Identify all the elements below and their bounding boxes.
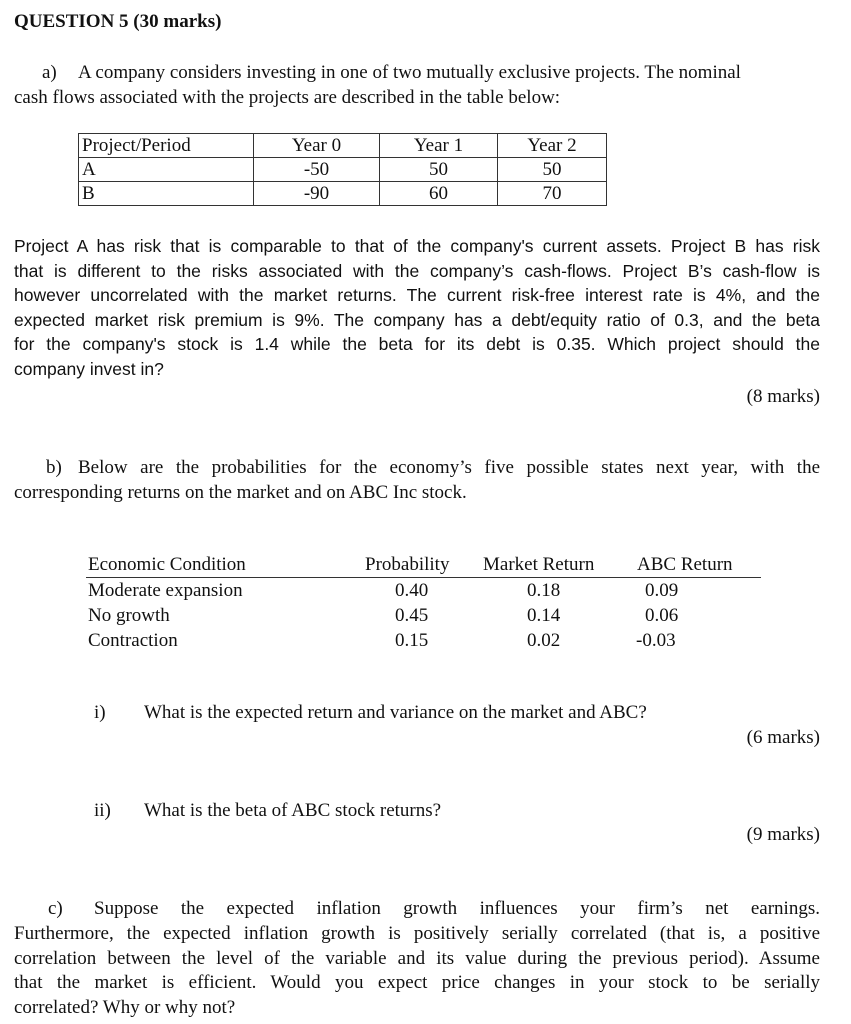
part-a-paragraph xyxy=(14,234,820,382)
table-cell: No growth xyxy=(88,605,170,626)
table-row xyxy=(79,182,607,206)
sub-i-marks: (6 marks) xyxy=(746,727,820,748)
table-row xyxy=(86,603,761,628)
table-row xyxy=(86,628,761,653)
table-header-row xyxy=(79,134,607,158)
paragraph-line: that is different to the risks associated with the company’s cash-flows. Project B’s cash-flow is xyxy=(14,260,820,281)
table-header-cell: ABC Return xyxy=(637,554,733,575)
table-header-cell: Economic Condition xyxy=(88,554,246,575)
paragraph-line: expected market risk premium is 9%. The company has a debt/equity ratio of 0.3, and the beta xyxy=(14,309,820,330)
table-cell: Moderate expansion xyxy=(88,580,243,601)
sub-ii-label: ii) xyxy=(94,800,111,821)
table-header-cell: Probability xyxy=(365,554,450,575)
table-header-cell: Year 0 xyxy=(254,134,380,158)
table-cell: 0.45 xyxy=(395,605,429,626)
sub-ii-question: What is the beta of ABC stock returns? xyxy=(144,800,442,821)
economy-table xyxy=(86,552,761,653)
table-cell: Contraction xyxy=(88,630,178,651)
sub-ii-marks: (9 marks) xyxy=(746,824,820,845)
table-cell: 0.06 xyxy=(645,605,679,626)
table-cell: 0.15 xyxy=(395,630,429,651)
part-b-intro-line-2: corresponding returns on the market and on ABC Inc stock. xyxy=(14,482,467,503)
part-c-first-line: Suppose the expected inflation growth influences your firm’s net earnings. xyxy=(94,898,820,919)
table-cell: -50 xyxy=(254,158,380,182)
table-cell: 0.02 xyxy=(527,630,561,651)
table-header-cell: Year 2 xyxy=(498,134,607,158)
table-cell: 0.40 xyxy=(395,580,429,601)
table-cell: 60 xyxy=(380,182,498,206)
sub-i-label: i) xyxy=(94,702,106,723)
sub-i-question: What is the expected return and variance on the market and ABC? xyxy=(144,702,647,723)
paragraph-line: Furthermore, the expected inflation growth is positively serially correlated (that is, a positive xyxy=(14,923,820,944)
table-cell: B xyxy=(79,182,254,206)
table-cell: A xyxy=(79,158,254,182)
table-row xyxy=(86,578,761,603)
paragraph-line: correlation between the level of the variable and its value during the previous period). Assume xyxy=(14,947,820,969)
table-row xyxy=(79,158,607,182)
table-cell: 0.18 xyxy=(527,580,561,601)
part-c-paragraph xyxy=(14,922,820,1020)
paragraph-line: for the company's stock is 1.4 while the beta for its debt is 0.35. Which project should the xyxy=(14,334,820,355)
table-header-cell: Project/Period xyxy=(79,134,254,158)
table-cell: 0.09 xyxy=(645,580,679,601)
table-header-row xyxy=(86,552,761,578)
part-a-intro-line-1: A company considers investing in one of two mutually exclusive projects. The nominal xyxy=(78,62,741,83)
table-cell: 0.14 xyxy=(527,605,561,626)
paragraph-line: company invest in? xyxy=(14,358,164,379)
table-cell: 50 xyxy=(498,158,607,182)
table-header-cell: Market Return xyxy=(483,554,595,575)
question-title: QUESTION 5 (30 marks) xyxy=(14,11,222,32)
table-cell: -0.03 xyxy=(636,630,676,651)
paragraph-line: that the market is efficient. Would you expect price changes in your stock to be serially xyxy=(14,972,820,994)
cash-flow-table xyxy=(78,133,607,206)
table-header-cell: Year 1 xyxy=(380,134,498,158)
paragraph-line: however uncorrelated with the market returns. The current risk-free interest rate is 4%, and the xyxy=(14,285,820,306)
part-b-intro-line-1: Below are the probabilities for the economy’s five possible states next year, with the xyxy=(78,457,820,478)
part-c-first-line-wrap xyxy=(94,897,820,922)
table-cell: 50 xyxy=(380,158,498,182)
paragraph-line: correlated? Why or why not? xyxy=(14,996,236,1018)
table-cell: 70 xyxy=(498,182,607,206)
part-a-label: a) xyxy=(42,62,57,83)
part-a-marks: (8 marks) xyxy=(746,386,820,407)
table-cell: -90 xyxy=(254,182,380,206)
part-c-label: c) xyxy=(48,898,63,919)
part-a-intro-line-2: cash flows associated with the projects are described in the table below: xyxy=(14,87,561,108)
part-b-intro-line-1-wrap xyxy=(78,456,820,481)
part-b-label: b) xyxy=(46,457,62,478)
paragraph-line: Project A has risk that is comparable to that of the company's current assets. Project B has risk xyxy=(14,236,820,256)
